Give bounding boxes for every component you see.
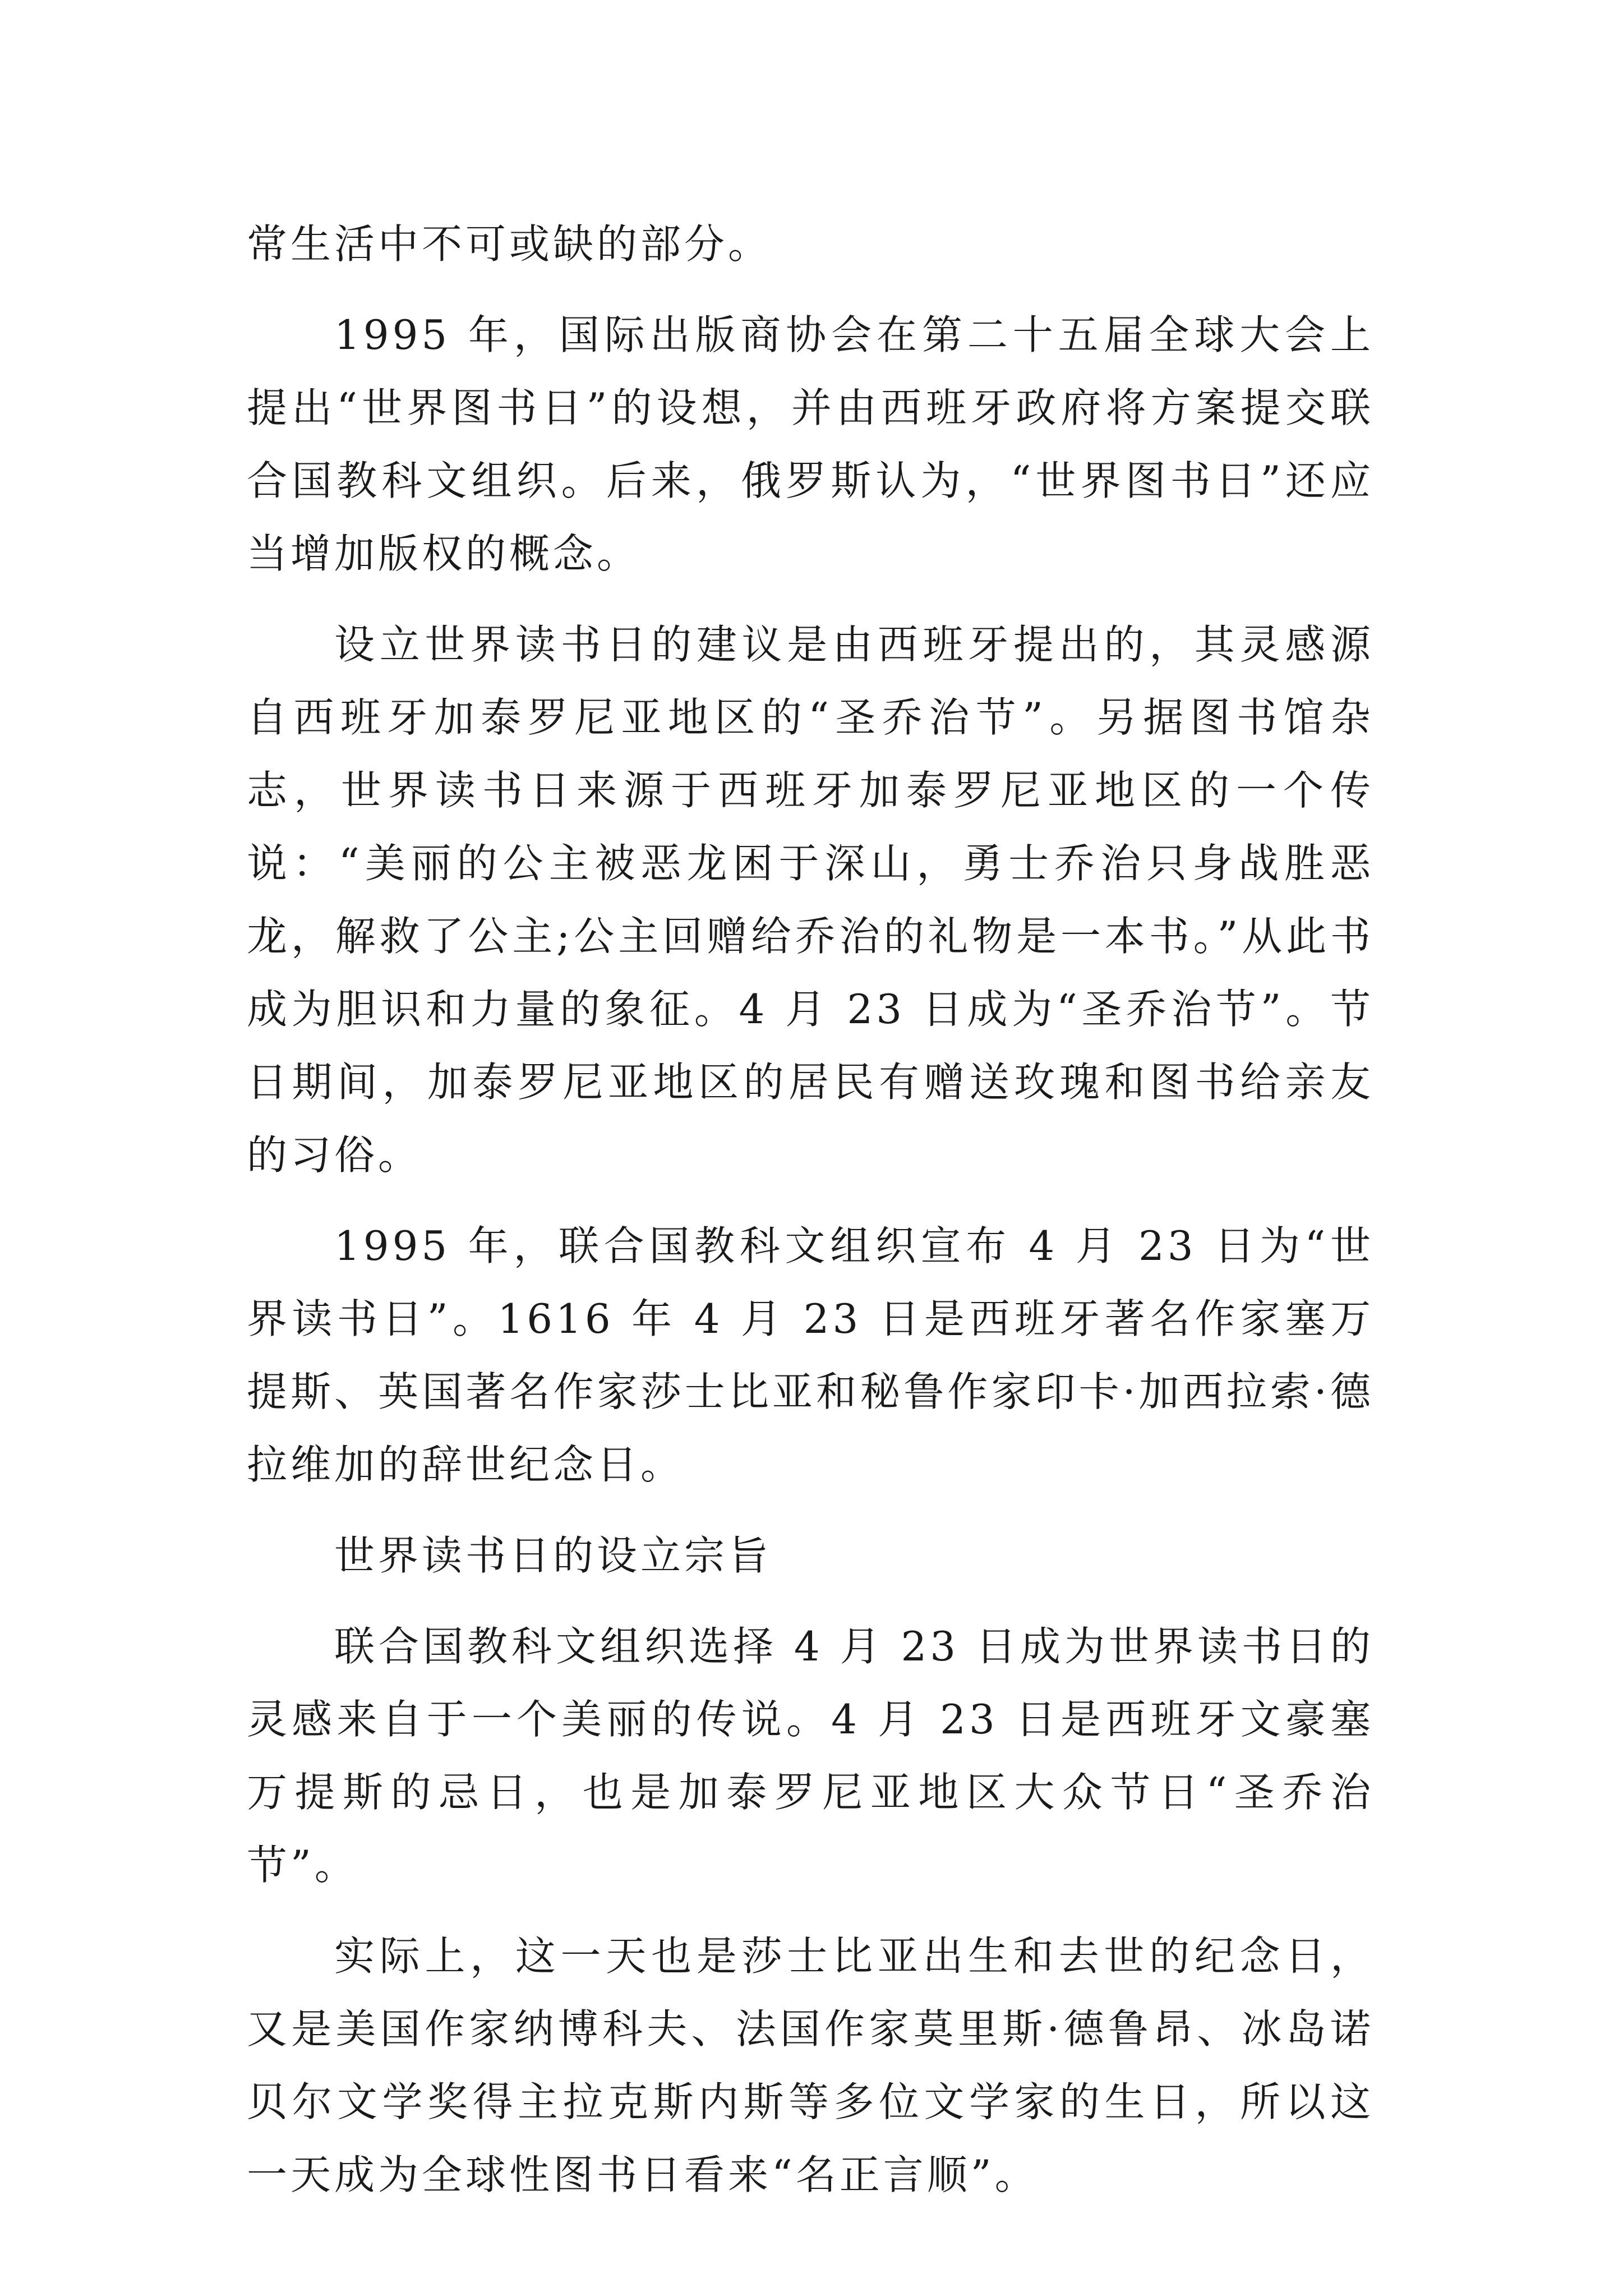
paragraph-anniversaries: 实际上，这一天也是莎士比亚出生和去世的纪念日，又是美国作家纳博科夫、法国作家莫里斯·德鲁昂、冰岛诺贝尔文学奖得主拉克斯内斯等多位文学家的生日，所以这一天成为全球性图书日看来“名正言顺”。 bbox=[247, 1932, 1374, 2198]
paragraph-date-choice: 联合国教科文组织选择 4 月 23 日成为世界读书日的灵感来自于一个美丽的传说。4 月 23 日是西班牙文豪塞万提斯的忌日，也是加泰罗尼亚地区大众节日“圣乔治节”。 bbox=[247, 1623, 1374, 1889]
document-body bbox=[247, 208, 1374, 2211]
paragraph-1995-proposal: 1995 年，国际出版商协会在第二十五届全球大会上提出“世界图书日”的设想，并由西班牙政府将方案提交联合国教科文组织。后来，俄罗斯认为，“世界图书日”还应当增加版权的概念。 bbox=[247, 311, 1374, 577]
paragraph-unesco-declaration: 1995 年，联合国教科文组织宣布 4 月 23 日为“世界读书日”。1616 年 4 月 23 日是西班牙著名作家塞万提斯、英国著名作家莎士比亚和秘鲁作家印卡·加西拉索·德拉维加的辞世纪念日。 bbox=[247, 1222, 1374, 1488]
paragraph-origin-legend: 设立世界读书日的建议是由西班牙提出的，其灵感源自西班牙加泰罗尼亚地区的“圣乔治节”。另据图书馆杂志，世界读书日来源于西班牙加泰罗尼亚地区的一个传说：“美丽的公主被恶龙困于深山，勇士乔治只身战胜恶龙，解救了公主;公主回赠给乔治的礼物是一本书。”从此书成为胆识和力量的象征。4 月 23 日成为“圣乔治节”。节日期间，加泰罗尼亚地区的居民有赠送玫瑰和图书给亲友的习俗。 bbox=[247, 621, 1374, 1179]
section-heading-purpose: 世界读书日的设立宗旨 bbox=[334, 1532, 772, 1579]
paragraph-continuation: 常生活中不可或缺的部分。 bbox=[247, 220, 772, 268]
